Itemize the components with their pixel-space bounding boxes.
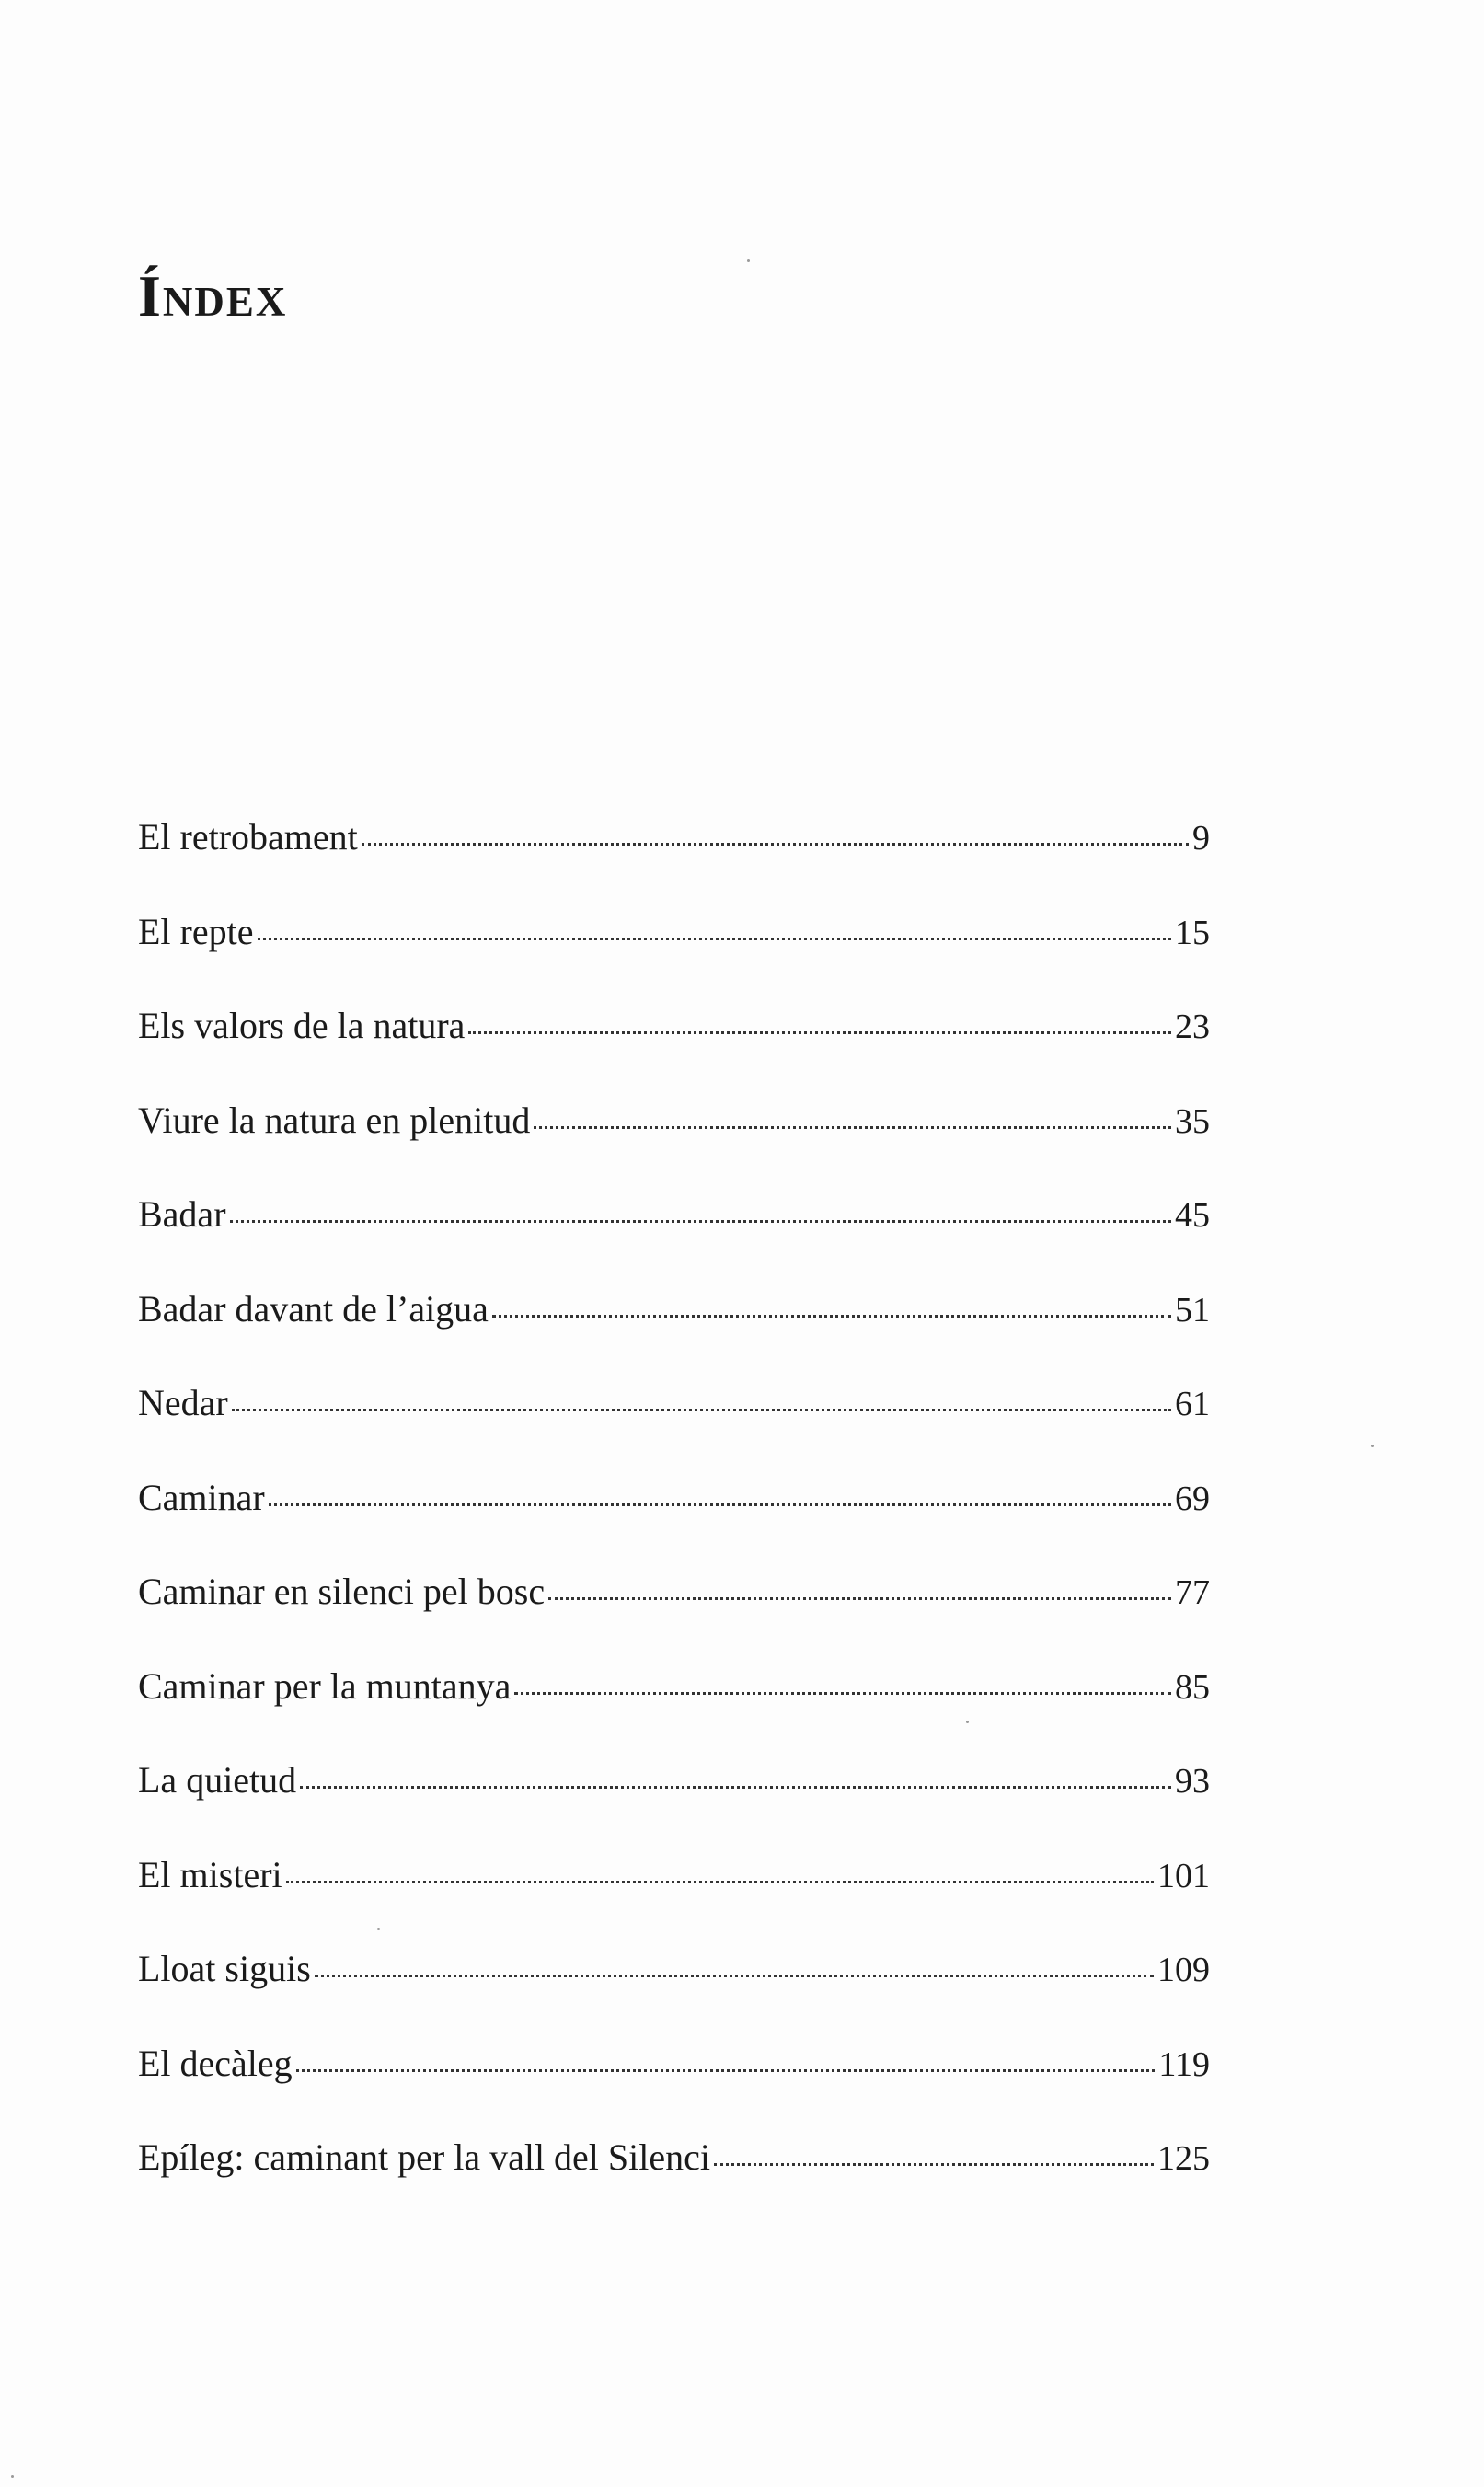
toc-entry-title: El retrobament [138, 816, 358, 858]
page-title: Índex [138, 263, 288, 328]
dot-leader [548, 1597, 1171, 1600]
dot-leader [300, 1786, 1171, 1789]
dot-leader [315, 1975, 1154, 1977]
toc-entry-title: El repte [138, 910, 254, 952]
toc-entry-title: Viure la natura en plenitud [138, 1099, 531, 1141]
toc-entry-page: 51 [1175, 1290, 1210, 1330]
toc-entry [138, 904, 1210, 999]
dot-leader [362, 843, 1189, 846]
toc-entry [138, 998, 1210, 1093]
dot-leader [232, 1409, 1171, 1411]
toc-entry-title: Nedar [138, 1382, 228, 1423]
dot-leader [269, 1503, 1171, 1506]
toc-entry [138, 1941, 1210, 2036]
toc-entry [138, 1187, 1210, 1282]
toc-entry-title: Els valors de la natura [138, 1005, 466, 1046]
toc-entry [138, 1753, 1210, 1848]
scan-speck [966, 1721, 969, 1723]
toc-entry [138, 1659, 1210, 1754]
toc-entry-title: Epíleg: caminant per la vall del Silenci [138, 2136, 711, 2178]
toc-entry-page: 61 [1175, 1385, 1210, 1423]
toc-entry-page: 69 [1175, 1479, 1210, 1518]
dot-leader [514, 1692, 1171, 1695]
toc-entry [138, 810, 1210, 904]
toc-entry [138, 1564, 1210, 1659]
toc-entry [138, 1376, 1210, 1470]
toc-entry-title: El decàleg [138, 2042, 293, 2084]
dot-leader [468, 1031, 1171, 1034]
scan-speck [377, 1928, 380, 1930]
dot-leader [296, 2069, 1156, 2072]
toc-entry-title: Lloat siguis [138, 1948, 311, 1989]
toc-entry-page: 23 [1175, 1007, 1210, 1046]
toc-entry-title: Badar davant de l’aigua [138, 1287, 489, 1330]
dot-leader [258, 938, 1172, 940]
toc-entry-page: 93 [1175, 1762, 1210, 1801]
dot-leader [714, 2163, 1154, 2166]
toc-entry [138, 2130, 1210, 2225]
scan-speck [747, 259, 750, 262]
toc-entry [138, 1282, 1210, 1376]
toc-entry [138, 1093, 1210, 1188]
toc-entry-page: 45 [1175, 1196, 1210, 1235]
toc-entry-page: 125 [1157, 2139, 1210, 2178]
toc-entry-page: 101 [1157, 1856, 1210, 1895]
toc-entry-title: La quietud [138, 1759, 297, 1801]
toc-entry-title: Caminar [138, 1476, 265, 1518]
toc-entry-page: 85 [1175, 1667, 1210, 1707]
dot-leader [534, 1126, 1171, 1129]
toc-entry-page: 15 [1175, 913, 1210, 952]
toc-entry-page: 35 [1175, 1101, 1210, 1141]
dot-leader [230, 1220, 1171, 1223]
toc-entry-page: 9 [1192, 819, 1210, 858]
toc-entry-page: 109 [1157, 1951, 1210, 1989]
dot-leader [492, 1315, 1171, 1318]
scan-speck [11, 2475, 14, 2478]
dot-leader [286, 1881, 1154, 1883]
toc-entry-title: Caminar en silenci pel bosc [138, 1571, 546, 1612]
toc-entry [138, 1848, 1210, 1942]
toc-entry-title: Badar [138, 1193, 226, 1235]
toc-entry-page: 77 [1175, 1573, 1210, 1612]
table-of-contents [138, 810, 1210, 2225]
toc-entry [138, 1470, 1210, 1565]
toc-entry-title: El misteri [138, 1853, 282, 1895]
scan-speck [1371, 1445, 1374, 1447]
toc-entry-title: Caminar per la muntanya [138, 1664, 512, 1707]
toc-entry-page: 119 [1158, 2044, 1210, 2084]
toc-entry [138, 2036, 1210, 2131]
